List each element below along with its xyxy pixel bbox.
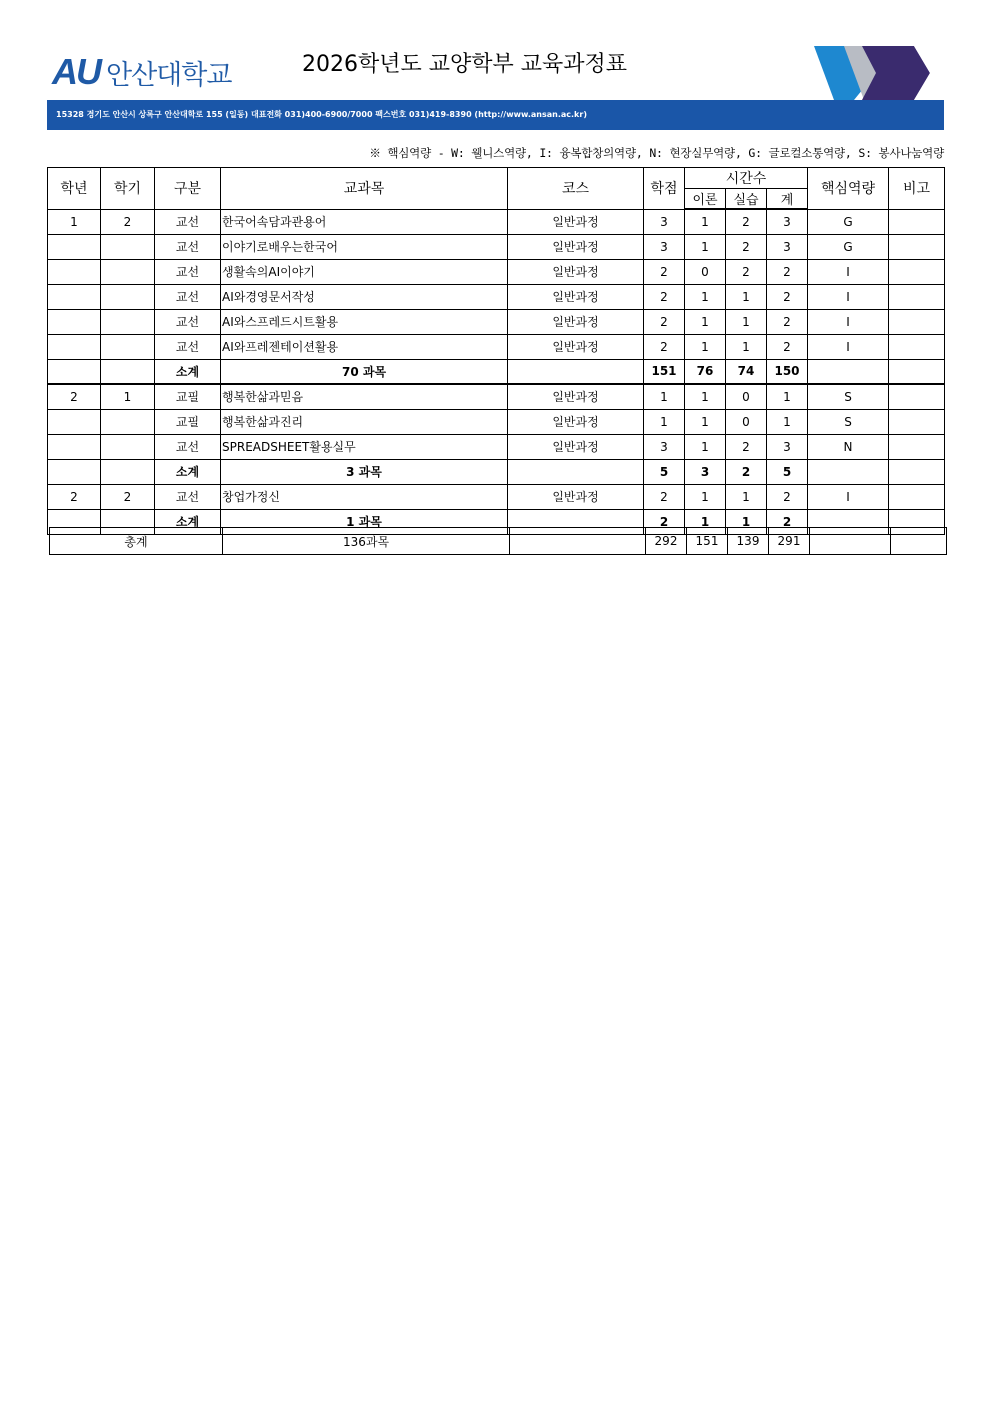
cell-total: 1	[767, 409, 808, 434]
cell-credits: 1	[644, 384, 685, 409]
cell-practice: 0	[726, 384, 767, 409]
cell-theory: 1	[685, 409, 726, 434]
cell-total: 2	[767, 259, 808, 284]
cell-type: 교선	[155, 309, 221, 334]
table-row	[48, 234, 945, 259]
cell-track	[508, 359, 644, 384]
subtotal-total: 2	[767, 509, 808, 534]
cell-year: 2	[48, 484, 101, 509]
cell-year	[48, 359, 101, 384]
grand-total-note	[891, 528, 947, 555]
cell-credits: 2	[644, 484, 685, 509]
subtotal-practice: 1	[726, 509, 767, 534]
cell-practice: 1	[726, 484, 767, 509]
cell-year	[48, 334, 101, 359]
cell-competency	[808, 359, 889, 384]
cell-credits: 2	[644, 284, 685, 309]
header-semester: 학기	[101, 168, 155, 210]
cell-total: 2	[767, 284, 808, 309]
cell-semester	[101, 259, 155, 284]
subtotal-label: 소계	[155, 359, 221, 384]
cell-competency: I	[808, 259, 889, 284]
cell-type: 교선	[155, 484, 221, 509]
grand-total-course-count: 136과목	[223, 528, 510, 555]
grand-total-table	[49, 527, 947, 555]
cell-track: 일반과정	[508, 334, 644, 359]
table-row	[48, 284, 945, 309]
cell-type: 교선	[155, 234, 221, 259]
cell-credits: 3	[644, 434, 685, 459]
cell-type: 교필	[155, 384, 221, 409]
cell-track: 일반과정	[508, 284, 644, 309]
cell-total: 1	[767, 384, 808, 409]
header-type: 구분	[155, 168, 221, 210]
cell-semester	[101, 409, 155, 434]
subtotal-theory: 1	[685, 509, 726, 534]
cell-practice: 1	[726, 284, 767, 309]
cell-track: 일반과정	[508, 384, 644, 409]
cell-total: 2	[767, 334, 808, 359]
logo-mark: AU	[52, 51, 100, 92]
cell-track: 일반과정	[508, 409, 644, 434]
header-practice: 실습	[726, 189, 767, 210]
competency-legend: ※ 핵심역량 - W: 웰니스역량, I: 융복합창의역량, N: 현장실무역량, G: 글로컬소통역량, S: 봉사나눔역량	[369, 146, 944, 160]
subtotal-credits: 151	[644, 359, 685, 384]
cell-track: 일반과정	[508, 309, 644, 334]
cell-semester	[101, 359, 155, 384]
page-header	[47, 46, 944, 130]
cell-credits: 3	[644, 234, 685, 259]
page-title: 2026학년도 교양학부 교육과정표	[302, 52, 627, 77]
cell-course: AI와프레젠테이션활용	[221, 334, 508, 359]
subtotal-total: 150	[767, 359, 808, 384]
cell-competency: I	[808, 284, 889, 309]
cell-track: 일반과정	[508, 234, 644, 259]
cell-course: 창업가정신	[221, 484, 508, 509]
cell-note	[889, 484, 945, 509]
cell-type: 교필	[155, 409, 221, 434]
cell-year	[48, 459, 101, 484]
header-hours: 시간수	[685, 168, 808, 189]
cell-competency: S	[808, 384, 889, 409]
table-row	[48, 209, 945, 234]
address-bar: 15328 경기도 안산시 상록구 안산대학로 155 (일동) 대표전화 031)400-6900/7000 팩스번호 031)419-8390 (http://www.ansan.ac.kr)	[47, 100, 944, 130]
cell-note	[889, 334, 945, 359]
cell-note	[889, 284, 945, 309]
table-row	[48, 309, 945, 334]
subtotal-theory: 76	[685, 359, 726, 384]
cell-course: SPREADSHEET활용실무	[221, 434, 508, 459]
grand-total-credits: 292	[646, 528, 687, 555]
university-logo[interactable]	[52, 48, 231, 96]
cell-type: 교선	[155, 334, 221, 359]
subtotal-credits: 2	[644, 509, 685, 534]
subtotal-label: 소계	[155, 459, 221, 484]
cell-type: 교선	[155, 209, 221, 234]
header-theory: 이론	[685, 189, 726, 210]
logo-text: 안산대학교	[106, 59, 232, 91]
cell-semester	[101, 334, 155, 359]
header-course: 교과목	[221, 168, 508, 210]
grand-total-theory: 151	[687, 528, 728, 555]
cell-theory: 1	[685, 209, 726, 234]
cell-semester	[101, 434, 155, 459]
cell-note	[889, 359, 945, 384]
cell-total: 2	[767, 484, 808, 509]
cell-practice: 2	[726, 434, 767, 459]
cell-track: 일반과정	[508, 259, 644, 284]
cell-competency: I	[808, 309, 889, 334]
cell-theory: 1	[685, 309, 726, 334]
cell-theory: 1	[685, 234, 726, 259]
cell-type: 교선	[155, 284, 221, 309]
cell-track: 일반과정	[508, 209, 644, 234]
cell-competency: G	[808, 234, 889, 259]
header-note: 비고	[889, 168, 945, 210]
cell-semester	[101, 459, 155, 484]
cell-semester: 1	[101, 384, 155, 409]
cell-type: 교선	[155, 259, 221, 284]
grand-total-row	[50, 528, 947, 555]
cell-note	[889, 459, 945, 484]
cell-competency: N	[808, 434, 889, 459]
cell-theory: 1	[685, 484, 726, 509]
cell-competency: I	[808, 484, 889, 509]
cell-credits: 3	[644, 209, 685, 234]
table-row	[48, 434, 945, 459]
cell-course: 행복한삶과진리	[221, 409, 508, 434]
cell-year	[48, 234, 101, 259]
cell-course: 한국어속담과관용어	[221, 209, 508, 234]
cell-year	[48, 434, 101, 459]
grand-total-competency	[810, 528, 891, 555]
cell-credits: 2	[644, 334, 685, 359]
subtotal-course-count: 1 과목	[221, 509, 508, 534]
subtotal-row	[48, 459, 945, 484]
cell-theory: 1	[685, 434, 726, 459]
cell-practice: 1	[726, 334, 767, 359]
cell-note	[889, 409, 945, 434]
cell-note	[889, 434, 945, 459]
cell-track: 일반과정	[508, 484, 644, 509]
cell-theory: 1	[685, 334, 726, 359]
cell-practice: 0	[726, 409, 767, 434]
header-track: 코스	[508, 168, 644, 210]
cell-year	[48, 259, 101, 284]
subtotal-credits: 5	[644, 459, 685, 484]
subtotal-total: 5	[767, 459, 808, 484]
header-competency: 핵심역량	[808, 168, 889, 210]
cell-year: 1	[48, 209, 101, 234]
subtotal-label: 소계	[155, 509, 221, 534]
grand-total-label: 총계	[50, 528, 223, 555]
header-total: 계	[767, 189, 808, 210]
cell-note	[889, 209, 945, 234]
table-row	[48, 484, 945, 509]
cell-practice: 2	[726, 209, 767, 234]
cell-year	[48, 309, 101, 334]
table-row	[48, 384, 945, 409]
cell-practice: 2	[726, 259, 767, 284]
table-row	[48, 259, 945, 284]
cell-note	[889, 309, 945, 334]
cell-year: 2	[48, 384, 101, 409]
cell-credits: 2	[644, 309, 685, 334]
cell-credits: 1	[644, 409, 685, 434]
cell-type: 교선	[155, 434, 221, 459]
cell-credits: 2	[644, 259, 685, 284]
cell-theory: 0	[685, 259, 726, 284]
cell-competency: I	[808, 334, 889, 359]
cell-semester: 2	[101, 209, 155, 234]
cell-total: 3	[767, 434, 808, 459]
cell-note	[889, 259, 945, 284]
subtotal-row	[48, 359, 945, 384]
subtotal-practice: 2	[726, 459, 767, 484]
header-banner	[47, 46, 944, 100]
cell-practice: 1	[726, 309, 767, 334]
header-year: 학년	[48, 168, 101, 210]
curriculum-table	[47, 167, 945, 535]
cell-note	[889, 234, 945, 259]
cell-year	[48, 409, 101, 434]
cell-semester	[101, 234, 155, 259]
cell-course: AI와스프레드시트활용	[221, 309, 508, 334]
grand-total-track	[510, 528, 646, 555]
cell-theory: 1	[685, 284, 726, 309]
table-row	[48, 409, 945, 434]
cell-semester: 2	[101, 484, 155, 509]
cell-competency: G	[808, 209, 889, 234]
header-credits: 학점	[644, 168, 685, 210]
cell-course: AI와경영문서작성	[221, 284, 508, 309]
subtotal-course-count: 70 과목	[221, 359, 508, 384]
cell-note	[889, 384, 945, 409]
cell-practice: 2	[726, 234, 767, 259]
cell-course: 이야기로배우는한국어	[221, 234, 508, 259]
decorative-shapes-icon	[814, 46, 944, 100]
table-row	[48, 334, 945, 359]
subtotal-course-count: 3 과목	[221, 459, 508, 484]
cell-competency: S	[808, 409, 889, 434]
cell-course: 행복한삶과믿음	[221, 384, 508, 409]
cell-track: 일반과정	[508, 434, 644, 459]
cell-total: 3	[767, 209, 808, 234]
cell-total: 2	[767, 309, 808, 334]
cell-semester	[101, 284, 155, 309]
cell-theory: 1	[685, 384, 726, 409]
cell-total: 3	[767, 234, 808, 259]
grand-total-total: 291	[769, 528, 810, 555]
cell-course: 생활속의AI이야기	[221, 259, 508, 284]
cell-track	[508, 459, 644, 484]
subtotal-practice: 74	[726, 359, 767, 384]
cell-competency	[808, 459, 889, 484]
subtotal-theory: 3	[685, 459, 726, 484]
grand-total-practice: 139	[728, 528, 769, 555]
cell-semester	[101, 309, 155, 334]
cell-year	[48, 284, 101, 309]
